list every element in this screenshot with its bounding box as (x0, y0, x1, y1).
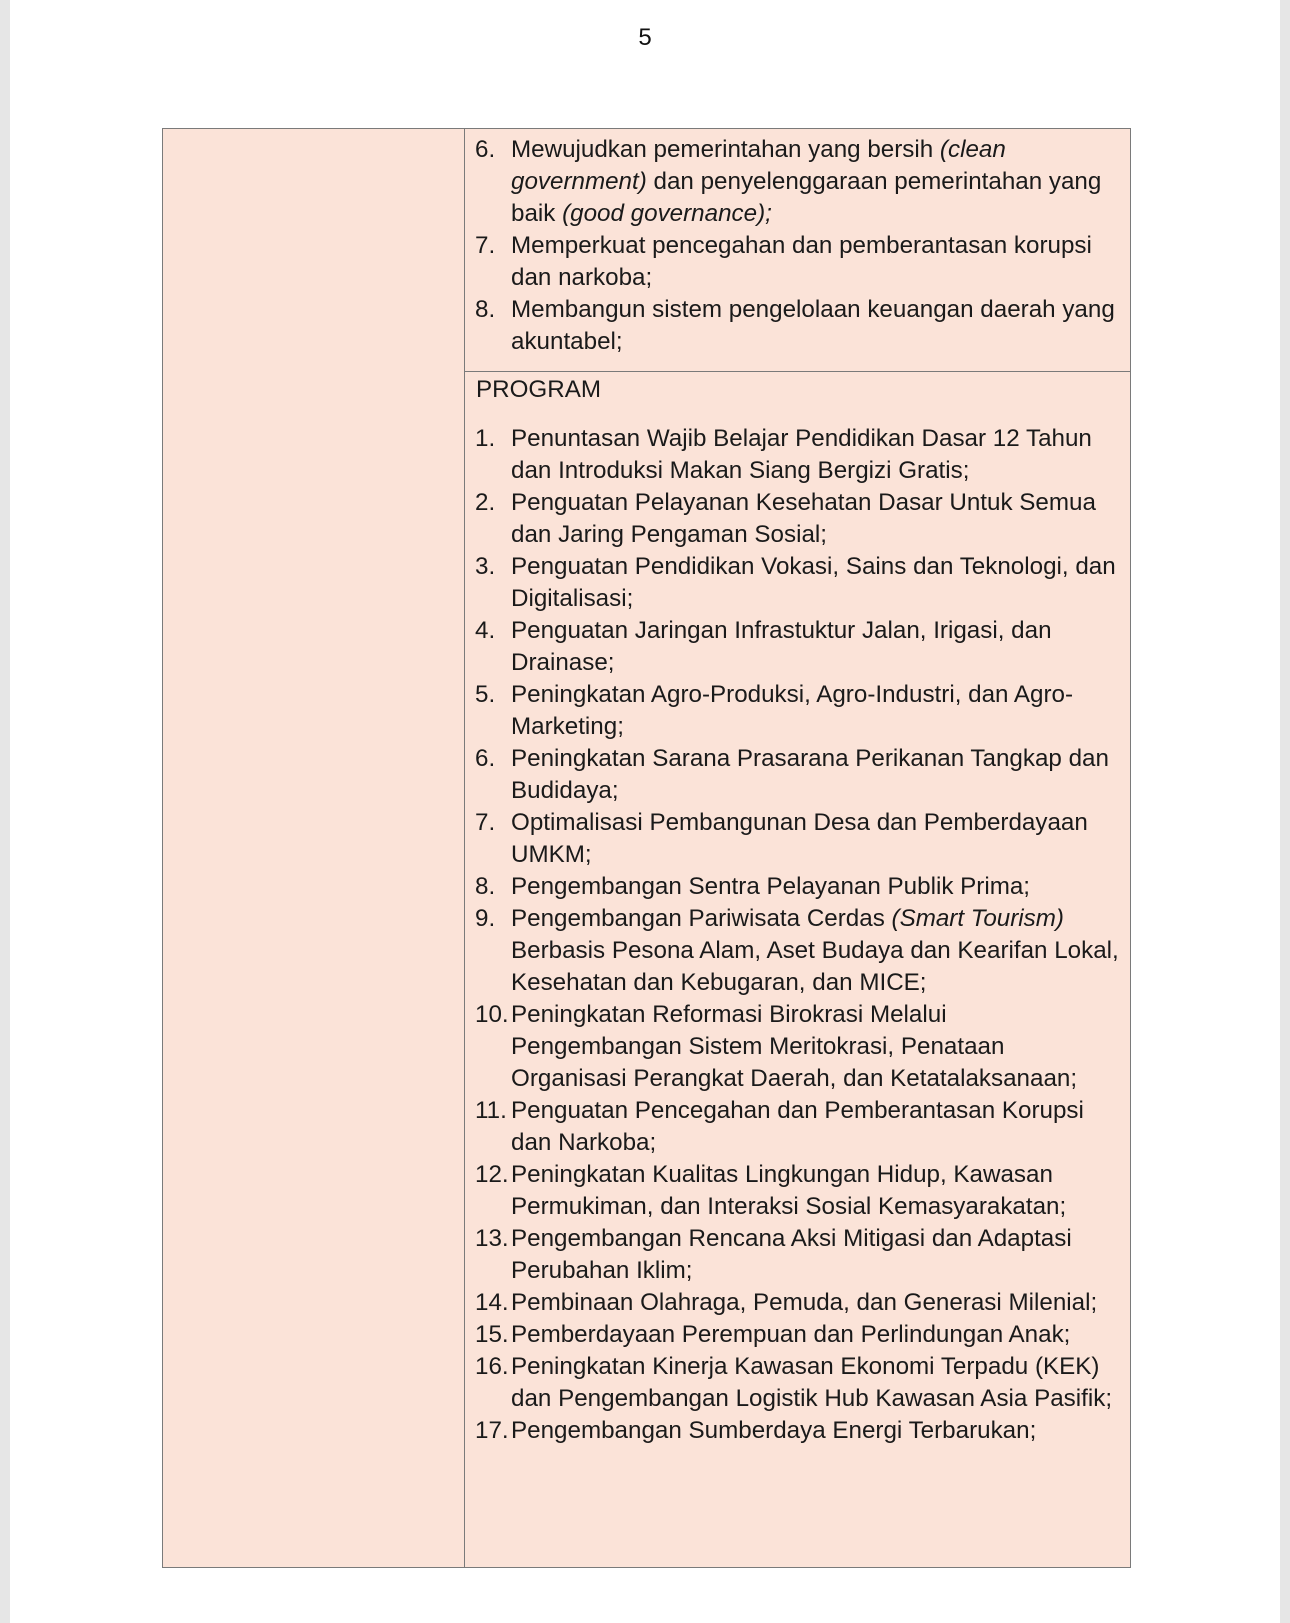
page-number: 5 (638, 24, 652, 51)
list-item-number: 4. (475, 617, 496, 644)
text-segment: Penguatan Jaringan Infrastuktur Jalan, Irigasi, dan Drainase; (511, 617, 1052, 676)
italic-text: (Smart Tourism) (891, 905, 1064, 932)
list-item (465, 1319, 1124, 1351)
text-segment: Membangun sistem pengelolaan keuangan daerah yang akuntabel; (511, 296, 1115, 355)
text-segment: Mewujudkan pemerintahan yang bersih (511, 136, 940, 163)
list-item-text (511, 136, 1101, 227)
text-segment: Penuntasan Wajib Belajar Pendidikan Dasar 12 Tahun dan Introduksi Makan Siang Bergizi Gratis; (511, 425, 1092, 484)
list-item-number: 8. (475, 873, 496, 900)
list-item-text (511, 1161, 1066, 1220)
text-segment: Pembinaan Olahraga, Pemuda, dan Generasi Milenial; (511, 1289, 1098, 1316)
list-item-text (511, 232, 1092, 291)
text-segment: dan penyelenggaraan pemerintahan yang baik (511, 168, 1102, 227)
list-item-number: 6. (475, 136, 496, 163)
list-item-text (511, 1289, 1097, 1316)
text-segment: Peningkatan Sarana Prasarana Perikanan Tangkap dan Budidaya; (511, 745, 1109, 804)
table-right-column (465, 129, 1130, 1567)
list-item (465, 743, 1124, 807)
program-heading: PROGRAM (476, 376, 601, 403)
list-item (465, 1159, 1124, 1223)
text-segment: Penguatan Pencegahan dan Pemberantasan Korupsi dan Narkoba; (511, 1097, 1084, 1156)
document-page (10, 0, 1280, 1623)
text-segment: Penguatan Pendidikan Vokasi, Sains dan Teknologi, dan Digitalisasi; (511, 553, 1116, 612)
text-segment: Pengembangan Sentra Pelayanan Publik Prima; (511, 873, 1031, 900)
text-segment: Pengembangan Rencana Aksi Mitigasi dan Adaptasi Perubahan Iklim; (511, 1225, 1072, 1284)
list-item-number: 17. (475, 1417, 509, 1444)
text-segment: Pengembangan Sumberdaya Energi Terbarukan; (511, 1417, 1037, 1444)
list-item-number: 6. (475, 745, 496, 772)
list-item (465, 679, 1124, 743)
text-segment: Memperkuat pencegahan dan pemberantasan korupsi dan narkoba; (511, 232, 1092, 291)
text-segment: Optimalisasi Pembangunan Desa dan Pemberdayaan UMKM; (511, 809, 1088, 868)
list-item-number: 2. (475, 489, 496, 516)
misi-continued-cell (465, 129, 1130, 372)
list-item-number: 12. (475, 1161, 509, 1188)
table-left-column (163, 129, 465, 1567)
text-segment: Peningkatan Kinerja Kawasan Ekonomi Terpadu (KEK) dan Pengembangan Logistik Hub Kawasan Asia Pasifik; (511, 1353, 1113, 1412)
list-item (465, 487, 1124, 551)
list-item-text (511, 1001, 1077, 1092)
list-item (465, 871, 1124, 903)
list-item-number: 1. (475, 425, 496, 452)
list-item (465, 134, 1122, 230)
list-item-text (511, 873, 1030, 900)
list-item-text (511, 809, 1088, 868)
list-item-number: 5. (475, 681, 496, 708)
list-item-text (511, 681, 1073, 740)
italic-text: (clean government) (511, 136, 1006, 195)
list-item-number: 7. (475, 809, 496, 836)
text-segment: Peningkatan Reformasi Birokrasi Melalui Pengembangan Sistem Meritokrasi, Penataan Organisasi Perangkat Daerah, dan Ketatalaksanaan; (511, 1001, 1078, 1092)
text-segment: Peningkatan Kualitas Lingkungan Hidup, Kawasan Permukiman, dan Interaksi Sosial Kemasyarakatan; (511, 1161, 1067, 1220)
list-item-number: 10. (475, 1001, 509, 1028)
list-item (465, 1095, 1124, 1159)
list-item (465, 1223, 1124, 1287)
list-item (465, 230, 1122, 294)
text-segment: Berbasis Pesona Alam, Aset Budaya dan Kearifan Lokal, Kesehatan dan Kebugaran, dan MICE; (511, 937, 1119, 996)
list-item-number: 7. (475, 232, 496, 259)
list-item (465, 807, 1124, 871)
list-item (465, 294, 1122, 358)
list-item-number: 8. (475, 296, 496, 323)
list-item-text (511, 1417, 1036, 1444)
list-item-text (511, 1321, 1070, 1348)
text-segment: Penguatan Pelayanan Kesehatan Dasar Untuk Semua dan Jaring Pengaman Sosial; (511, 489, 1096, 548)
list-item-text (511, 553, 1116, 612)
text-segment: Pemberdayaan Perempuan dan Perlindungan Anak; (511, 1321, 1071, 1348)
program-list (465, 423, 1124, 1447)
list-item-text (511, 296, 1115, 355)
list-item (465, 1287, 1124, 1319)
list-item-number: 16. (475, 1353, 509, 1380)
list-item-text (511, 1225, 1072, 1284)
list-item-number: 15. (475, 1321, 509, 1348)
list-item (465, 903, 1124, 999)
list-item (465, 551, 1124, 615)
list-item (465, 999, 1124, 1095)
text-segment: Peningkatan Agro-Produksi, Agro-Industri, dan Agro-Marketing; (511, 681, 1074, 740)
list-item (465, 423, 1124, 487)
list-item (465, 615, 1124, 679)
list-item-number: 3. (475, 553, 496, 580)
list-item-number: 13. (475, 1225, 509, 1252)
list-item (465, 1351, 1124, 1415)
content-table (162, 128, 1131, 1568)
misi-list (465, 134, 1122, 358)
list-item (465, 1415, 1124, 1447)
list-item-number: 9. (475, 905, 496, 932)
list-item-text (511, 617, 1052, 676)
list-item-number: 14. (475, 1289, 509, 1316)
italic-text: (good governance); (562, 200, 772, 227)
text-segment: Pengembangan Pariwisata Cerdas (511, 905, 892, 932)
list-item-text (511, 905, 1119, 996)
list-item-text (511, 489, 1096, 548)
list-item-text (511, 1097, 1084, 1156)
list-item-text (511, 1353, 1112, 1412)
list-item-number: 11. (475, 1097, 507, 1124)
program-cell (465, 372, 1130, 1567)
list-item-text (511, 425, 1092, 484)
list-item-text (511, 745, 1109, 804)
